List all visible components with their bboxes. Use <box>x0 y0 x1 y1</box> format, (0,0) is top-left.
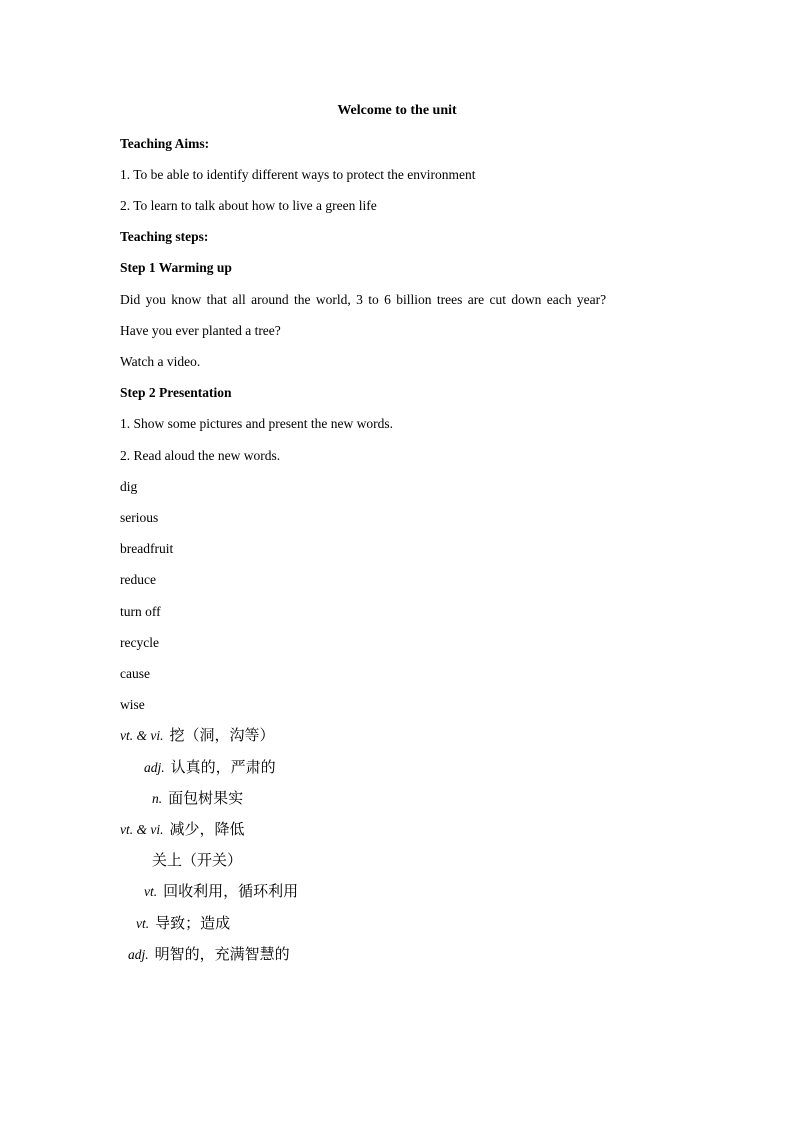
step1-line-3: Watch a video. <box>120 354 201 369</box>
word-breadfruit: breadfruit <box>120 541 174 556</box>
meaning-pos: vt. & vi. <box>120 822 164 837</box>
word-serious: serious <box>120 510 159 525</box>
meaning-pos: vt. <box>144 884 158 899</box>
meaning-pos: vt. & vi. <box>120 728 164 743</box>
meaning-cause <box>136 914 230 933</box>
step1-heading: Step 1 Warming up <box>120 260 232 275</box>
meaning-recycle <box>144 882 298 901</box>
meaning-text: 回收利用，循环利用 <box>163 882 299 900</box>
meaning-wise <box>128 945 290 964</box>
meaning-dig <box>120 726 275 745</box>
page-title: Welcome to the unit <box>337 103 457 118</box>
word-reduce: reduce <box>120 572 156 587</box>
aim-1: 1. To be able to identify different ways to protect the environment <box>120 167 476 182</box>
meaning-pos: adj. <box>128 947 149 962</box>
step2-line-1: 1. Show some pictures and present the new words. <box>120 416 393 431</box>
meaning-text: 认真的，严肃的 <box>170 758 276 776</box>
meaning-text: 减少，降低 <box>169 820 245 838</box>
teaching-aims-heading: Teaching Aims: <box>120 136 210 151</box>
meaning-breadfruit <box>152 789 243 808</box>
meaning-text: 挖（洞，沟等） <box>169 726 275 744</box>
meaning-pos: adj. <box>144 760 165 775</box>
meaning-text: 关上（开关） <box>152 851 243 869</box>
meaning-text: 面包树果实 <box>168 789 244 807</box>
word-cause: cause <box>120 666 150 681</box>
teaching-steps-heading: Teaching steps: <box>120 229 209 244</box>
step1-line-2: Have you ever planted a tree? <box>120 323 281 338</box>
step2-line-2: 2. Read aloud the new words. <box>120 448 281 463</box>
meaning-text: 明智的，充满智慧的 <box>154 945 290 963</box>
meaning-serious <box>144 758 276 777</box>
step2-heading: Step 2 Presentation <box>120 385 232 400</box>
meaning-text: 导致；造成 <box>155 914 231 932</box>
step1-line-1: Did you know that all around the world, 3 to 6 billion trees are cut down each year? <box>120 292 607 307</box>
meaning-reduce <box>120 820 245 839</box>
word-wise: wise <box>120 697 145 712</box>
meaning-turn-off <box>152 851 242 870</box>
word-turn-off: turn off <box>120 604 161 619</box>
meaning-pos: n. <box>152 791 163 806</box>
aim-2: 2. To learn to talk about how to live a green life <box>120 198 377 213</box>
word-dig: dig <box>120 479 138 494</box>
meaning-pos: vt. <box>136 916 150 931</box>
word-recycle: recycle <box>120 635 159 650</box>
